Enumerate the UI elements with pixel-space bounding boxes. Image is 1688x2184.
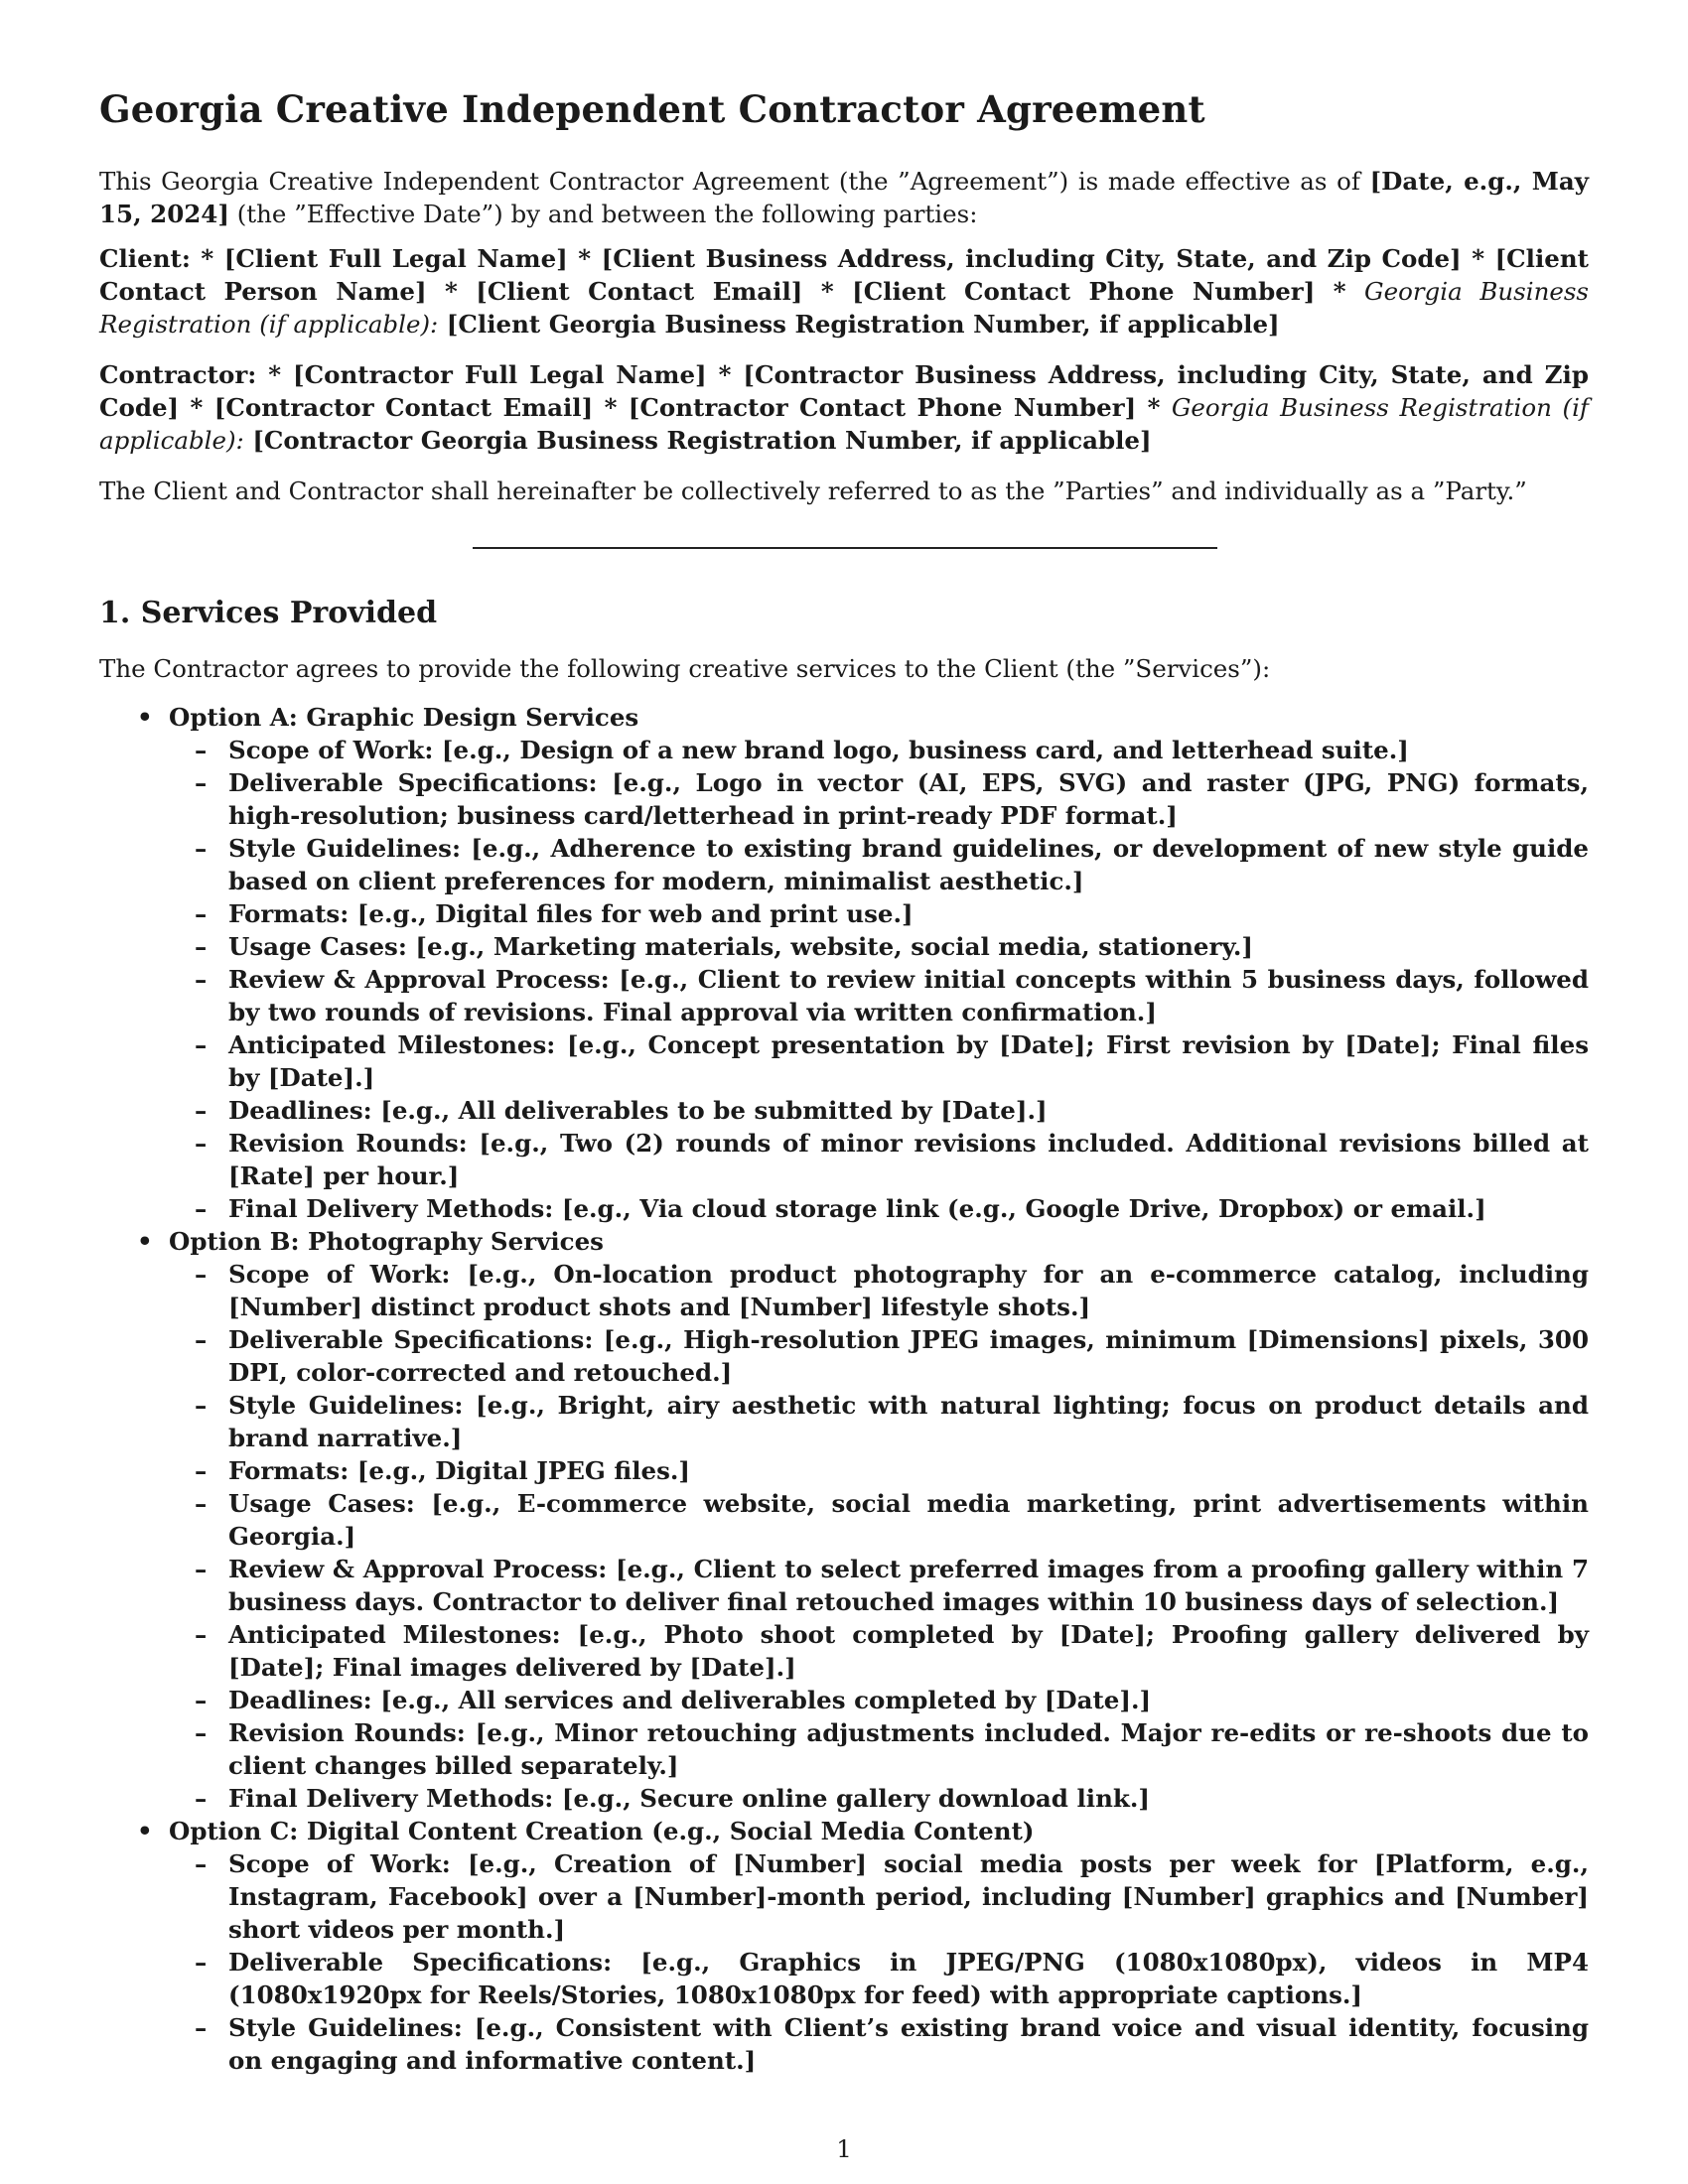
bullet-icon: •: [137, 703, 153, 732]
intro-paragraph: This Georgia Creative Independent Contractor Agreement (the ”Agreement”) is made effective as of [Date, e.g., May 15, 2024] (the ”Effective Date”) by and between the following parties:: [99, 167, 1590, 228]
service-option-label: Option A: Graphic Design Services: [169, 703, 639, 732]
dash-icon: –: [195, 899, 208, 928]
dash-icon: –: [195, 1194, 208, 1223]
service-detail-text: Scope of Work: [e.g., On-location product photography for an e-commerce catalog, including [Number] distinct product shots and [Number] lifestyle shots.]: [228, 1260, 1589, 1321]
dash-icon: –: [195, 1620, 208, 1649]
client-block: Client: * [Client Full Legal Name] * [Client Business Address, including City, State, and Zip Code] * [Client Contact Person Name] * [Client Contact Email] * [Client Contact Phone Number] * Georgia Business Registration (if applicable): [Client Georgia Business Registration Number, if applicable]: [99, 244, 1590, 339]
service-detail-item: [99, 1716, 1589, 1782]
section-divider: [473, 547, 1217, 549]
contractor-registration-label: Georgia Business Registration (if applicable):: [99, 393, 1589, 455]
section-heading: 1. Services Provided: [99, 596, 438, 630]
section-intro: The Contractor agrees to provide the following creative services to the Client (the ”Services”):: [99, 654, 1271, 683]
client-registration-label: Georgia Business Registration (if applicable):: [99, 277, 1590, 339]
effective-date-placeholder: [Date, e.g., May 15, 2024]: [99, 167, 1590, 228]
service-detail-item: [99, 832, 1589, 897]
dash-icon: –: [195, 1096, 208, 1125]
service-detail-item: [99, 1782, 1589, 1815]
service-option-label: Option B: Photography Services: [169, 1227, 604, 1256]
dash-icon: –: [195, 932, 208, 961]
service-detail-text: Final Delivery Methods: [e.g., Via cloud storage link (e.g., Google Drive, Dropbox) or email.]: [228, 1194, 1486, 1223]
dash-icon: –: [195, 1948, 208, 1977]
service-detail-text: Style Guidelines: [e.g., Adherence to existing brand guidelines, or development of new style guide based on client preferences for modern, minimalist aesthetic.]: [228, 834, 1589, 895]
page-number: 1: [836, 2134, 852, 2163]
service-detail-text: Formats: [e.g., Digital JPEG files.]: [228, 1456, 690, 1485]
service-detail-text: Scope of Work: [e.g., Creation of [Number] social media posts per week for [Platform, e.g., Instagram, Facebook] over a [Number]-month period, including [Number] graphics and [Number] short videos per month.]: [228, 1849, 1589, 1944]
dash-icon: –: [195, 1686, 208, 1714]
service-detail-item: [99, 1454, 1589, 1487]
service-detail-text: Anticipated Milestones: [e.g., Concept presentation by [Date]; First revision by [Date]; Final files by [Date].]: [228, 1030, 1589, 1092]
bullet-icon: •: [137, 1817, 153, 1845]
service-detail-item: [99, 1487, 1589, 1553]
service-detail-text: Style Guidelines: [e.g., Consistent with Client’s existing brand voice and visual identity, focusing on engaging and informative content.]: [228, 2013, 1589, 2075]
dash-icon: –: [195, 1391, 208, 1420]
dash-icon: –: [195, 1849, 208, 1878]
service-detail-text: Deadlines: [e.g., All deliverables to be submitted by [Date].]: [228, 1096, 1048, 1125]
service-detail-item: [99, 734, 1589, 766]
service-detail-text: Formats: [e.g., Digital files for web and print use.]: [228, 899, 914, 928]
service-detail-text: Review & Approval Process: [e.g., Client to review initial concepts within 5 business days, followed by two rounds of revisions. Final approval via written confirmation.]: [228, 965, 1589, 1026]
service-detail-item: [99, 1847, 1589, 1946]
service-detail-item: [99, 1684, 1589, 1716]
service-detail-text: Scope of Work: [e.g., Design of a new brand logo, business card, and letterhead suite.]: [228, 736, 1409, 764]
service-detail-item: [99, 963, 1589, 1028]
dash-icon: –: [195, 768, 208, 797]
service-detail-item: [99, 766, 1589, 832]
dash-icon: –: [195, 1489, 208, 1518]
dash-icon: –: [195, 1129, 208, 1158]
service-detail-item: [99, 1028, 1589, 1094]
services-options-list: [99, 701, 1589, 2077]
service-detail-item: [99, 1258, 1589, 1323]
contractor-block: Contractor: * [Contractor Full Legal Name] * [Contractor Business Address, including City, State, and Zip Code] * [Contractor Contact Email] * [Contractor Contact Phone Number] * Georgia Business Registration (if applicable): [Contractor Georgia Business Registration Number, if applicable]: [99, 360, 1589, 455]
service-detail-text: Deliverable Specifications: [e.g., Logo in vector (AI, EPS, SVG) and raster (JPG, PNG) formats, high-resolution; business card/letterhead in print-ready PDF format.]: [228, 768, 1589, 830]
service-detail-text: Revision Rounds: [e.g., Minor retouching adjustments included. Major re-edits or re-shoots due to client changes billed separately.]: [228, 1718, 1589, 1780]
service-detail-text: Style Guidelines: [e.g., Bright, airy aesthetic with natural lighting; focus on product details and brand narrative.]: [228, 1391, 1589, 1452]
service-detail-item: [99, 1553, 1589, 1618]
service-detail-item: [99, 897, 1589, 930]
service-detail-text: Review & Approval Process: [e.g., Client to select preferred images from a proofing gallery within 7 business days. Contractor to deliver final retouched images within 10 business days of selection.]: [228, 1555, 1589, 1616]
dash-icon: –: [195, 1325, 208, 1354]
document-page: [99, 0, 1589, 2184]
dash-icon: –: [195, 965, 208, 994]
service-detail-text: Final Delivery Methods: [e.g., Secure online gallery download link.]: [228, 1784, 1150, 1813]
dash-icon: –: [195, 2013, 208, 2042]
service-detail-text: Revision Rounds: [e.g., Two (2) rounds of minor revisions included. Additional revisions billed at [Rate] per hour.]: [228, 1129, 1589, 1190]
service-detail-item: [99, 930, 1589, 963]
service-detail-text: Usage Cases: [e.g., E-commerce website, social media marketing, print advertisements within Georgia.]: [228, 1489, 1589, 1551]
service-option: [99, 1815, 1589, 1847]
service-detail-text: Deadlines: [e.g., All services and deliverables completed by [Date].]: [228, 1686, 1152, 1714]
parties-note: The Client and Contractor shall hereinafter be collectively referred to as the ”Parties” and individually as a ”Party.”: [99, 477, 1527, 505]
dash-icon: –: [195, 736, 208, 764]
service-detail-item: [99, 1389, 1589, 1454]
dash-icon: –: [195, 834, 208, 863]
dash-icon: –: [195, 1456, 208, 1485]
service-detail-item: [99, 1192, 1589, 1225]
service-detail-text: Usage Cases: [e.g., Marketing materials, website, social media, stationery.]: [228, 932, 1253, 961]
service-option: [99, 701, 1589, 734]
service-detail-item: [99, 2011, 1589, 2077]
service-detail-item: [99, 1127, 1589, 1192]
service-option: [99, 1225, 1589, 1258]
service-detail-item: [99, 1094, 1589, 1127]
service-option-label: Option C: Digital Content Creation (e.g., Social Media Content): [169, 1817, 1035, 1845]
bullet-icon: •: [137, 1227, 153, 1256]
service-detail-text: Deliverable Specifications: [e.g., High-resolution JPEG images, minimum [Dimensions] pixels, 300 DPI, color-corrected and retouched.]: [228, 1325, 1589, 1387]
service-detail-item: [99, 1618, 1589, 1684]
dash-icon: –: [195, 1718, 208, 1747]
service-detail-text: Anticipated Milestones: [e.g., Photo shoot completed by [Date]; Proofing gallery delivered by [Date]; Final images delivered by [Date].]: [228, 1620, 1589, 1682]
dash-icon: –: [195, 1260, 208, 1289]
page-title: Georgia Creative Independent Contractor Agreement: [99, 87, 1205, 131]
dash-icon: –: [195, 1030, 208, 1059]
service-detail-text: Deliverable Specifications: [e.g., Graphics in JPEG/PNG (1080x1080px), videos in MP4 (1080x1920px for Reels/Stories, 1080x1080px for feed) with appropriate captions.]: [228, 1948, 1589, 2009]
service-detail-item: [99, 1946, 1589, 2011]
service-detail-item: [99, 1323, 1589, 1389]
dash-icon: –: [195, 1555, 208, 1583]
dash-icon: –: [195, 1784, 208, 1813]
